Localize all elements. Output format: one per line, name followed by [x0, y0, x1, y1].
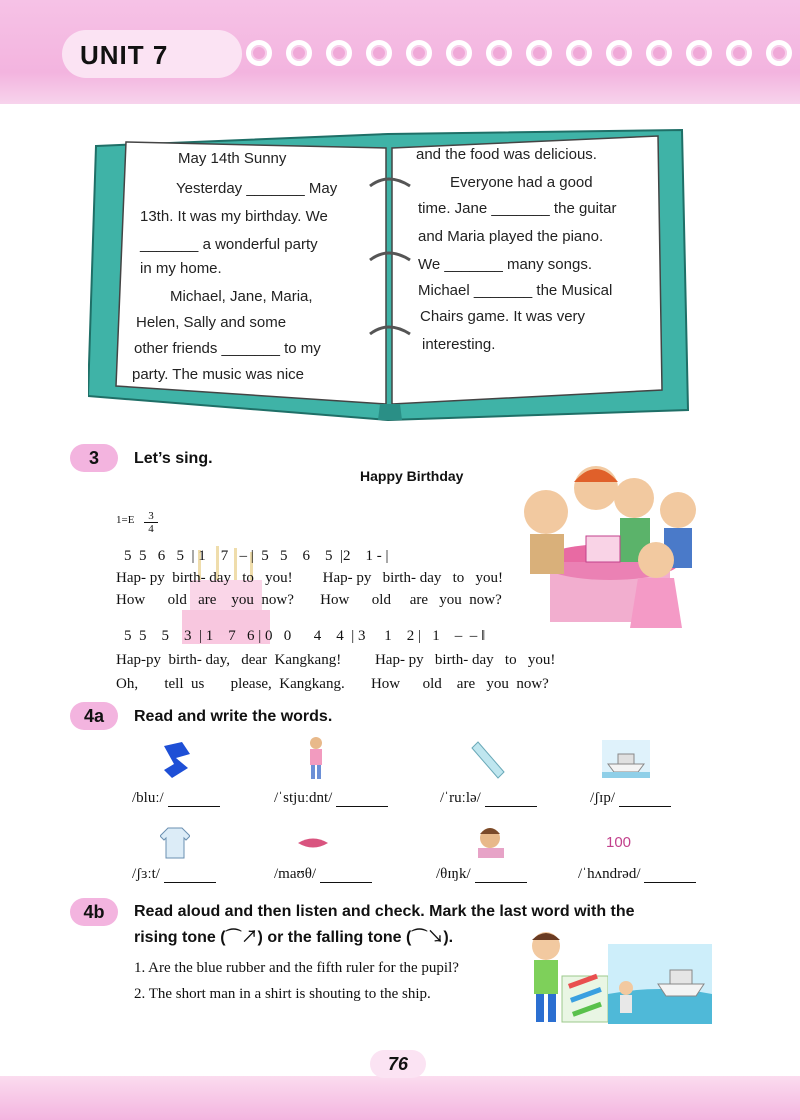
answer-blank[interactable] — [475, 869, 527, 883]
diary-line: interesting. — [422, 336, 496, 353]
song-title: Happy Birthday — [360, 468, 464, 484]
answer-blank[interactable] — [168, 793, 220, 807]
word-think — [436, 866, 527, 883]
beach-ship-illustration — [608, 944, 712, 1024]
word-mouth — [274, 866, 372, 883]
phonetic: /ʃɪp/ — [590, 790, 615, 806]
sentence-1: 1. Are the blue rubber and the fifth ruler for the pupil? — [134, 960, 459, 976]
section-4b-badge: 4b — [70, 898, 118, 926]
phonetic: /bluː/ — [132, 790, 164, 806]
diary-line: and Maria played the piano. — [418, 228, 604, 245]
phonetic: /ˈruːlə/ — [440, 790, 481, 806]
party-children-illustration — [500, 452, 700, 652]
shirt-icon — [160, 826, 190, 860]
diary-line: Michael, Jane, Maria, — [170, 288, 313, 305]
song-lyrics-line-1b: How old are you now? How old are you now? — [116, 592, 502, 608]
word-blue — [132, 790, 220, 807]
diary-line: other friends _______ to my — [134, 340, 321, 357]
phonetic: /ˈstjuːdnt/ — [274, 790, 333, 806]
diary-line: Helen, Sally and some — [136, 314, 287, 331]
diary-line: party. The music was nice — [132, 366, 305, 383]
section-4b-instruction-1: Read aloud and then listen and check. Mark the last word with the — [134, 903, 635, 920]
answer-blank[interactable] — [164, 869, 216, 883]
hundred-number: 100 — [606, 834, 632, 851]
diary-line: in my home. — [140, 260, 222, 277]
diary-line: Chairs game. It was very — [420, 308, 586, 325]
diary-line: Yesterday _______ May — [176, 180, 338, 197]
song-notes-line-2: 5 5 5 3 | 1 7 6 | 0 0 4 4 | 3 1 2 | 1 – – ‖ — [124, 628, 486, 644]
page-number: 76 — [370, 1050, 426, 1078]
phonetic: /maʊθ/ — [274, 866, 317, 882]
time-signature-bottom: 4 — [148, 523, 154, 535]
diary-line: 13th. It was my birthday. We — [140, 208, 328, 225]
unit-title: UNIT 7 — [80, 40, 169, 70]
section-3-title: Let’s sing. — [134, 450, 213, 467]
song-lyrics-line-2a: Hap-py birth- day, dear Kangkang! Hap- py birth- day to you! — [116, 652, 556, 668]
diary-line: May 14th Sunny — [178, 150, 287, 167]
diary-line: and the food was delicious. — [416, 146, 597, 163]
ruler-icon — [470, 740, 506, 780]
thinking-boy-icon — [474, 824, 510, 860]
ship-icon — [602, 740, 650, 778]
blue-paint-icon — [160, 740, 194, 780]
diary-line: Everyone had a good — [450, 174, 593, 191]
header-band — [0, 0, 800, 104]
word-shirt — [132, 866, 216, 883]
song-lyrics-line-1a: Hap- py birth- day to you! Hap- py birth- day to you! — [116, 570, 504, 586]
section-3-badge: 3 — [70, 444, 118, 472]
mouth-icon — [296, 834, 330, 852]
phonetic: /ˈhʌndrəd/ — [578, 866, 641, 882]
word-ruler — [440, 790, 537, 807]
section-4a-badge: 4a — [70, 702, 118, 730]
answer-blank[interactable] — [619, 793, 671, 807]
diary-line: time. Jane _______ the guitar — [418, 200, 617, 217]
diary-line: _______ a wonderful party — [140, 236, 318, 253]
student-figure-icon — [304, 736, 328, 782]
time-signature-top: 3 — [148, 510, 154, 522]
time-signature — [144, 510, 158, 535]
song-lyrics-line-2b: Oh, tell us please, Kangkang. How old are you now? — [116, 676, 549, 692]
diary-line: Michael _______ the Musical — [418, 282, 613, 299]
answer-blank[interactable] — [320, 869, 372, 883]
word-student — [274, 790, 388, 807]
word-hundred — [578, 866, 696, 883]
section-4a-title: Read and write the words. — [134, 708, 333, 725]
answer-blank[interactable] — [336, 793, 388, 807]
song-key: 1=E — [116, 514, 135, 526]
boy-with-rulers-illustration — [522, 926, 610, 1026]
answer-blank[interactable] — [644, 869, 696, 883]
song-notes-line-1: 5 5 6 5 | 1 7 – | 5 5 6 5 |2 1 - | — [124, 548, 389, 564]
footer-band — [0, 1076, 800, 1120]
answer-blank[interactable] — [485, 793, 537, 807]
phonetic: /θɪŋk/ — [436, 866, 471, 882]
section-4b-instruction-2: rising tone (⌒↗) or the falling tone (⌒↘). — [134, 929, 454, 946]
phonetic: /ʃɜːt/ — [132, 866, 160, 882]
diary-line: We _______ many songs. — [418, 256, 593, 273]
word-ship — [590, 790, 671, 807]
sentence-2: 2. The short man in a shirt is shouting to the ship. — [134, 986, 431, 1002]
diary-book-illustration — [88, 128, 690, 428]
